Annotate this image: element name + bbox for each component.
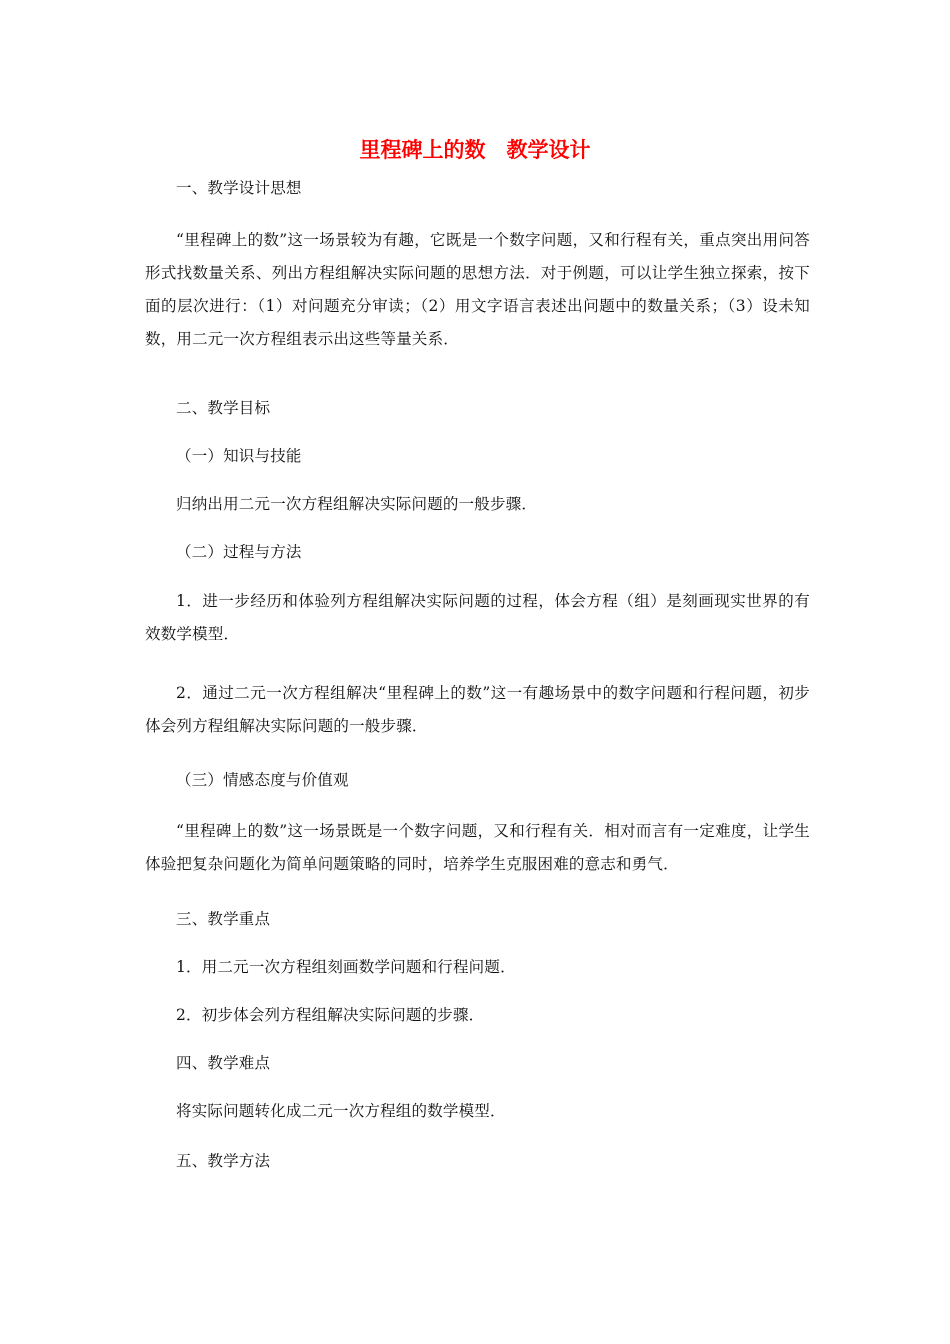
subsection-heading-attitude-values: （三）情感态度与价值观 xyxy=(176,771,349,789)
list-item-process-1: 1．进一步经历和体验列方程组解决实际问题的过程，体会方程（组）是刻画现实世界的有效数学模型． xyxy=(145,592,810,643)
section-heading-difficulties: 四、教学难点 xyxy=(176,1054,271,1072)
section-heading-teaching-goals: 二、教学目标 xyxy=(176,399,271,417)
subsection-heading-knowledge-skills: （一）知识与技能 xyxy=(176,447,302,465)
section-heading-design-idea: 一、教学设计思想 xyxy=(176,179,302,197)
list-item-key-point-2: 2．初步体会列方程组解决实际问题的步骤． xyxy=(176,1006,485,1024)
paragraph-attitude-values: “里程碑上的数”这一场景既是一个数字问题，又和行程有关．相对而言有一定难度，让学生体验把复杂问题化为简单问题策略的同时，培养学生克服困难的意志和勇气． xyxy=(145,822,810,873)
subsection-heading-process-method: （二）过程与方法 xyxy=(176,543,302,561)
list-item-key-point-1: 1．用二元一次方程组刻画数学问题和行程问题． xyxy=(176,958,516,976)
paragraph-design-idea: “里程碑上的数”这一场景较为有趣，它既是一个数字问题，又和行程有关，重点突出用问答形式找数量关系、列出方程组解决实际问题的思想方法．对于例题，可以让学生独立探索，按下面的层次进行：（1）对问题充分审读；（2）用文字语言表述出问题中的数量关系；（3）设未知数，用二元一次方程组表示出这些等量关系． xyxy=(145,231,810,348)
list-item-process-2: 2．通过二元一次方程组解决“里程碑上的数”这一有趣场景中的数字问题和行程问题，初步体会列方程组解决实际问题的一般步骤． xyxy=(145,684,810,735)
paragraph-difficulties: 将实际问题转化成二元一次方程组的数学模型． xyxy=(176,1102,506,1120)
section-heading-teaching-methods: 五、教学方法 xyxy=(176,1152,271,1170)
paragraph-knowledge-skills: 归纳出用二元一次方程组解决实际问题的一般步骤． xyxy=(176,495,538,513)
section-heading-key-points: 三、教学重点 xyxy=(176,910,271,928)
document-title: 里程碑上的数 教学设计 xyxy=(359,137,591,162)
